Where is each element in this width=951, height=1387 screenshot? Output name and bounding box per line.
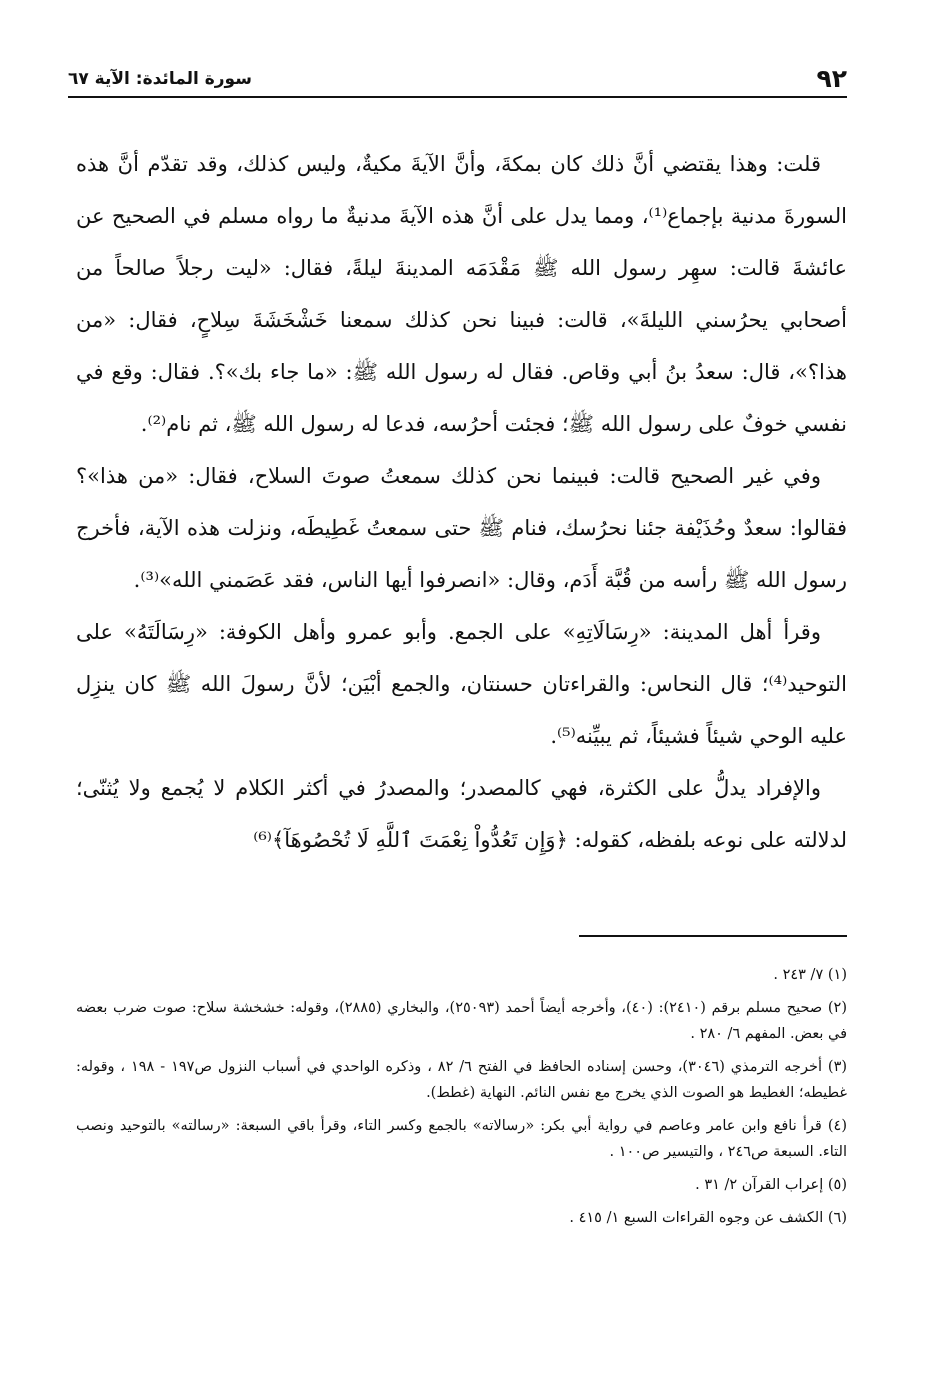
footnote-number: (٦) [827,1210,847,1226]
footnote-number: (٢) [827,1000,847,1016]
main-text [76,138,847,866]
footnote-number: (٤) [827,1118,847,1134]
footnote [76,1054,847,1106]
footnotes [76,962,847,1238]
footnote [76,1205,847,1231]
page-number: ٩٢ [816,64,847,93]
footnote-text: إعراب القرآن ٢/ ٣١ . [695,1177,824,1193]
footnote-text: صحيح مسلم برقم (٢٤١٠): (٤٠)، وأخرجه أيضاً أحمد (٢٥٠٩٣)، والبخاري (٢٨٨٥)، وقوله: خشخشة سلاح: صوت ضرب بعضه في بعض. المفهم ٦/ ٢٨٠ . [76,1000,847,1042]
paragraph: قلت: وهذا يقتضي أنَّ ذلك كان بمكةَ، وأنَّ الآيةَ مكيةٌ، وليس كذلك، وقد تقدّم أنَّ هذه السورةَ مدنية بإجماع⁽¹⁾، ومما يدل على أنَّ هذه الآيةَ مدنيةٌ ما رواه مسلم في الصحيح عن عائشةَ قالت: سهِر رسول الله ﷺ مَقْدَمَه المدينةَ ليلةً، فقال: «ليت رجلاً صالحاً من أصحابي يحرُسني الليلةَ»، قالت: فبينا نحن كذلك سمعنا خَشْخَشَةَ سِلاحٍ، فقال: «من هذا؟»، قال: سعدُ بنُ أبي وقاص. فقال له رسول الله ﷺ: «ما جاء بك»؟. فقال: وقع في نفسي خوفٌ على رسول الله ﷺ؛ فجئت أحرُسه، فدعا له رسول الله ﷺ، ثم نام⁽²⁾. [76,152,847,436]
footnote [76,995,847,1047]
footnote [76,1172,847,1198]
footnote [76,962,847,988]
running-title: سورة المائدة: الآية ٦٧ [68,69,252,89]
footnote-divider [579,935,847,937]
footnote-number: (١) [827,967,847,983]
footnote-text: قرأ نافع وابن عامر وعاصم في رواية أبي بكر: «رسالاته» بالجمع وكسر التاء، وقرأ باقي السبعة: «رسالته» بالتوحيد ونصب التاء. السبعة ص٢٤٦ ، والتيسير ص١٠٠ . [76,1118,847,1160]
footnote-number: (٥) [827,1177,847,1193]
footnote-text: أخرجه الترمذي (٣٠٤٦)، وحسن إسناده الحافظ في الفتح ٦/ ٨٢ ، وذكره الواحدي في أسباب النزول ص١٩٧ - ١٩٨ ، وقوله: غطيطه؛ الغطيط هو الصوت الذي يخرج مع نفس النائم. النهاية (غطط). [76,1059,847,1101]
footnote-number: (٣) [827,1059,848,1075]
footnote-text: الكشف عن وجوه القراءات السبع ١/ ٤١٥ . [569,1210,824,1226]
paragraph: وفي غير الصحيح قالت: فبينما نحن كذلك سمعتُ صوتَ السلاح، فقال: «من هذا»؟ فقالوا: سعدٌ وحُذَيْفة جئنا نحرُسك، فنام ﷺ حتى سمعتُ غَطِيطَه، ونزلت هذه الآية، فأخرج رسول الله ﷺ رأسه من قُبَّة أَدَم، وقال: «انصرفوا أيها الناس، فقد عَصَمني الله»⁽³⁾. [76,464,847,592]
paragraph: وقرأ أهل المدينة: «رِسَالَاتِهِ» على الجمع. وأبو عمرو وأهل الكوفة: «رِسَالَتَهُ» على التوحيد⁽⁴⁾؛ قال النحاس: والقراءتان حسنتان، والجمع أبْيَن؛ لأنَّ رسولَ الله ﷺ كان ينزِل عليه الوحي شيئاً فشيئاً، ثم يبيِّنه⁽⁵⁾. [76,620,847,748]
page-header [68,62,847,98]
paragraph: والإفراد يدلُّ على الكثرة، فهي كالمصدر؛ والمصدرُ في أكثر الكلام لا يُجمع ولا يُثنّى؛ لدلالته على نوعه بلفظه، كقوله: ﴿وَإِن تَعُدُّواْ نِعْمَتَ ٱللَّهِ لَا تُحْصُوهَآ﴾⁽⁶⁾ [76,776,847,852]
footnote [76,1113,847,1165]
footnote-text: ٧/ ٢٤٣ . [773,967,824,983]
